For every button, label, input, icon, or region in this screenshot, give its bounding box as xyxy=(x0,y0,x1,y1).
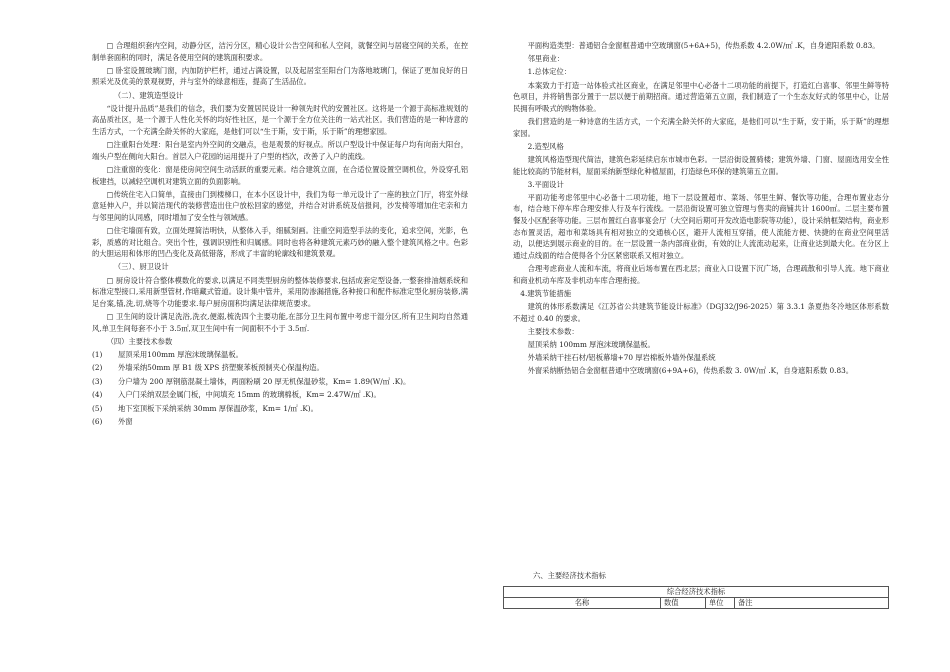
list-item: (1) 屋顶采用100mm 厚泡沫玻璃保温板。 xyxy=(92,349,243,359)
paragraph-bathroom: □ 卫生间的设计满足洗浴,洗衣,便溺,梳洗四个主要功能,在部分卫生间布置中考虑干湿分区,所有卫生间均自然通风,单卫生间每套不小于 3.5㎡,双卫生间中有一间面积不小于 3.5㎡. xyxy=(92,312,468,333)
list-item: 屋顶采纳 100mm 厚泡沫玻璃保温板。 xyxy=(527,339,655,349)
paragraph-balcony: □注重阳台处理：阳台是室内外空间的交融点，也是观景的好视点。所以户型设计中保证每户均有向南大阳台，端头户型在侧向大阳台。首层入户花园的运用提升了户型的档次，改善了入户的流线。 xyxy=(92,140,468,161)
left-column xyxy=(92,40,468,429)
economic-indicators-table xyxy=(503,586,889,609)
heading-kitchen-bath: （三）、厨卫设计 xyxy=(113,262,169,272)
paragraph-style: 建筑风格造型现代简洁，建筑色彩延续启东市城市色彩。一层沿街设置骑楼；建筑外墙、门窗、屋面选用安全性能比较高的节能材料，屋面采纳新型绿化种植屋面，打造绿色环保的建筑第五立面。 xyxy=(513,154,889,176)
paragraph-layout: □ 合理组织套内空间，动静分区，洁污分区，精心设计公告空间和私人空间，就餐空间与居寝空间的关系，在控制单套面积的同时，满足各使用空间的建筑面积要求。 xyxy=(92,41,468,62)
column-header-remark: 备注 xyxy=(735,598,889,609)
paragraph-circulation: 合理考虑商业人流和车流，将商业后场布置在西北层；商业入口设置下沉广场，合理疏散和引导人流。地下商业和商业机动车库及非机动车库合理衔接。 xyxy=(513,264,889,285)
list-item: (4) 入户门采纳双层金属门板，中间填充 15mm 的玻璃棉板，Km= 2.47W/㎡ .K)。 xyxy=(92,390,381,400)
paragraph-bedroom: □ 卧室设置玻璃门窗，内加防护栏杆，通过占满设置，以及起居室至阳台门为落地玻璃门，保证了更加良好的日照采光及优美的景观视野，并与室外的绿意相连，提高了生活品位。 xyxy=(92,65,468,87)
paragraph-energy: 建筑的体形系数满足《江苏省公共建筑节能设计标准》（DGJ32/J96-2025）第 3.3.1 条夏热冬冷地区体形系数不超过 0.40 的要求。 xyxy=(513,302,889,323)
heading-style: 2.造型风格 xyxy=(527,141,564,151)
list-item: 外墙采纳干挂石材/铝板幕墙+70 厚岩棉板外墙外保温系统 xyxy=(527,353,716,363)
heading-economic-indicators: 六、主要经济技术指标 xyxy=(533,571,606,580)
list-item: (6) 外窗 xyxy=(92,416,133,426)
heading-plan: 3.平面设计 xyxy=(527,179,564,189)
right-column xyxy=(513,40,889,379)
column-header-unit: 单位 xyxy=(706,598,735,609)
heading-tech-params-right: 主要技术参数： xyxy=(527,326,579,336)
list-item: (5) 地下室顶板下采纳采纳 30mm 厚保温砂浆，Km= 1/㎡ .K)。 xyxy=(92,403,318,413)
paragraph-lifestyle: 我们营造的是一种诗意的生活方式，一个充满全龄关怀的大家庭，是他们可以“生于斯，安于斯，乐于斯”的理想家园。 xyxy=(513,116,889,138)
heading-facade-design: （二）、建筑造型设计 xyxy=(113,90,184,100)
heading-positioning: 1.总体定位： xyxy=(527,67,572,77)
heading-neighborhood-commerce: 邻里商业： xyxy=(527,54,565,64)
list-item: 外窗采纳断热铝合金窗框普通中空玻璃窗(6+9A+6)，传热系数 3. 0W/㎡ .K，自身遮阳系数 0.83。 xyxy=(527,366,854,376)
paragraph-plan: 平面功能考虑邻里中心必备十二项功能，地下一层设置超市、菜场、邻里生鲜、餐饮等功能，合理布置业态分布，结合地下停车库合理安排人行及车行流线。一层沿街设置可独立管理与售卖的商铺共计 1600㎡。二层主要布置餐及小区配套等功能。三层布置红白喜事宴会厅（大空间后期可开发改造电影院等功能），设计采纳框架结构，商业形态布置灵活，超市和菜场具有相对独立的交通核心区，避开人流相互穿插，使人流能方便、快捷的在商业空间里活动，以便达到展示商业的目的。在一层设置一条内部商业街，有效的让人流流动起来，让商业达到最大化。在分区上通过点线面的结合使得各个分区紧密联系又相对独立。 xyxy=(513,192,889,260)
paragraph-design-quality: “设计提升品质”是我们的信念，我们要为安置居民设计一种领先时代的安置社区。这将是一个源于高标准规划的高品质社区，是一个源于人性化关怀的均好性社区，是一个源于全方位关注的一站式社区。我们营造的是一种诗意的生活方式，一个充满全龄关怀的大家庭，是他们可以“生于斯，安于斯，乐于斯”的理想家园。 xyxy=(92,103,468,136)
paragraph-kitchen: □ 厨房设计符合整体模数化的要求,以满足不同类型厨房的整体装修要求,包括成套定型设备,一整套排油烟系统和标准定型接口,采用新型管材,作暗藏式管道。设计集中管井，采用防渗漏措施,各种接口和配件标准定型化厨房装修,满足台案,锚,洗,切,烧等个功能要求.每户厨房面积均满足法律规范要求。 xyxy=(92,275,468,308)
list-item: (2) 外墙采纳50mm 厚 B1 级 XPS 挤塑聚苯板预制夹心保温构造。 xyxy=(92,363,324,373)
heading-tech-params: （四）主要技术参数 xyxy=(106,336,173,346)
table-title: 综合经济技术指标 xyxy=(504,587,889,598)
paragraph-elevation: □住宅墙面有致，立面处理简洁明快，从整体入手，细腻刻画。注重空间造型手法的变化，追求空间，光影，色彩，质感的对比组合。突出个性，强调识别性和归属感。同时也将各种建筑元素巧妙的融入整个建筑风格之中。色彩的大胆运用和体形的凹凸变化及高低错落，形成了丰富的轮廓线和建筑景观。 xyxy=(92,226,468,259)
table-header-row xyxy=(504,598,889,609)
paragraph-window: □注重窗的变化：窗是使房间空间生动活跃的重要元素。结合建筑立面，在合适位置设置空调机位，外设穿孔铝板建挡，以减轻空调机对建筑立面的负面影响。 xyxy=(92,164,468,186)
column-header-name: 名称 xyxy=(504,598,661,609)
column-header-value: 数值 xyxy=(661,598,706,609)
paragraph-window-type: 平面构造类型：普通铝合金窗框普通中空玻璃窗(5+6A+5)，传热系数 4.2.0W/㎡ .K，自身遮阳系数 0.83。 xyxy=(527,41,880,50)
paragraph-positioning: 本案致力于打造一站体验式社区商业，在满足邻里中心必备十二项功能的前提下，打造红白喜事、邻里生鲜等特色项目，并将销售部分置于一层以便于前期招商。通过营造第五立面，我们制造了一个生态友好式的邻里中心，让居民拥有呼吸式的购物体验。 xyxy=(513,80,889,113)
list-item: (3) 分户墙为 200 厚钢筋混凝土墙体，两面粉刷 20 厚无机保温砂浆，Km= 1.89(W/㎡ .K)。 xyxy=(92,376,411,386)
heading-energy: 4.建筑节能措施 xyxy=(520,288,572,298)
paragraph-entrance: □传统住宅入口简单，直接由门到楼梯口，在本小区设计中，我们为每一单元设计了一座的独立门厅，将室外绿意延伸入户，并以简洁现代的装修营造出住户放松回家的感觉，并结合对讲系统及信报间，沙发椅等增加住宅亲和力与邻里间的认同感，同时增加了安全性与领域感。 xyxy=(92,189,468,222)
